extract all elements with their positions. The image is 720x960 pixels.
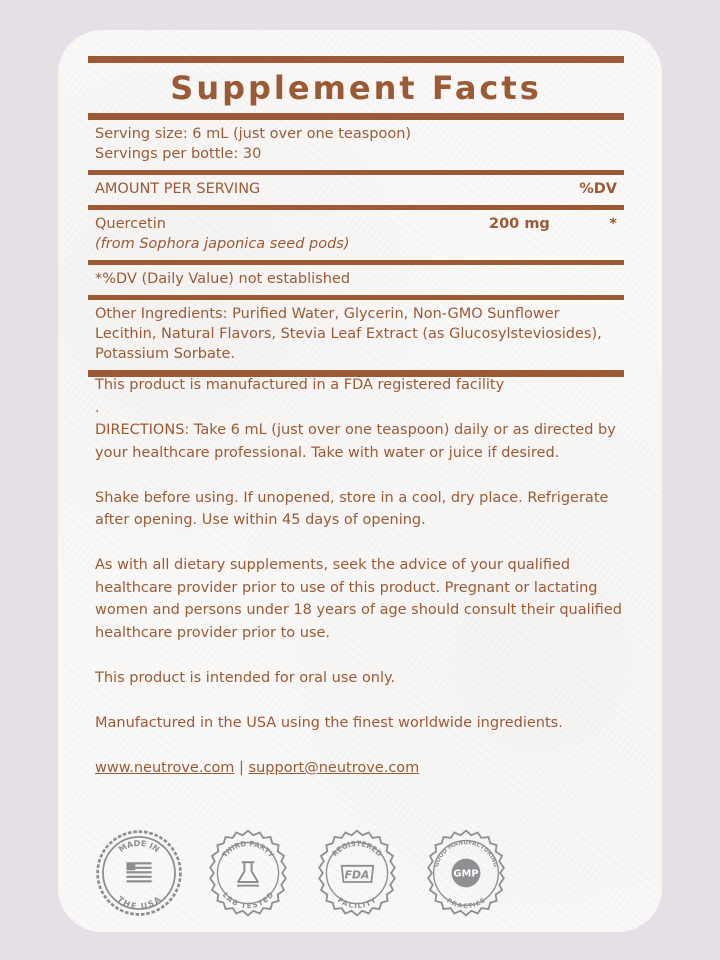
divider — [88, 113, 624, 120]
facts-title: Supplement Facts — [170, 69, 542, 107]
ingredient-name: Quercetin — [95, 216, 166, 232]
other-ingredients: Other Ingredients: Purified Water, Glycerin, Non-GMO Sunflower Lecithin, Natural Flavors, Stevia Leaf Extract (as Glucosylsteviosides), Potassium Sorbate. — [95, 306, 602, 362]
certification-badges — [94, 828, 511, 918]
servings-per-bottle: Servings per bottle: 30 — [95, 146, 262, 162]
svg-text:LAB TESTED — [221, 890, 276, 910]
badge-bottom-text: FACILITY — [336, 895, 378, 911]
fda-registered-facility-badge — [312, 828, 402, 918]
contact-links — [95, 757, 635, 780]
serving-size: Serving size: 6 mL (just over one teaspoon) — [95, 126, 412, 142]
label-body-text — [95, 374, 635, 779]
storage-instructions: Shake before using. If unopened, store in a cool, dry place. Refrigerate after opening. Use within 45 days of opening. — [95, 489, 609, 528]
dv-header: %DV — [579, 181, 617, 197]
dv-note: *%DV (Daily Value) not established — [95, 271, 351, 287]
link-separator: | — [239, 759, 244, 776]
email-link[interactable]: support@neutrove.com — [248, 759, 420, 776]
amount-header: AMOUNT PER SERVING — [95, 181, 261, 197]
label-card — [58, 30, 662, 932]
website-link[interactable]: www.neutrove.com — [95, 759, 235, 776]
divider — [88, 56, 624, 63]
gmp-text: GMP — [453, 868, 479, 880]
usa-flag-icon — [126, 862, 151, 882]
fda-text: FDA — [344, 868, 370, 882]
third-party-lab-tested-badge — [203, 828, 293, 918]
lab-flask-icon — [237, 862, 259, 885]
badge-top-text: GOOD MANUFACTURING — [433, 840, 499, 868]
badge-top-text: MADE IN — [116, 837, 162, 855]
manufactured-note: Manufactured in the USA using the finest worldwide ingredients. — [95, 714, 563, 731]
serving-info — [88, 120, 624, 170]
made-in-usa-badge — [94, 828, 184, 918]
svg-text:THIRD PARTY — [220, 839, 277, 860]
gmp-badge — [421, 828, 511, 918]
svg-text:REGISTERED — [330, 839, 384, 858]
badge-top-text: REGISTERED — [329, 838, 385, 859]
supplement-facts-panel — [88, 56, 624, 377]
badge-bottom-text: PRACTICE — [445, 897, 487, 911]
oral-use-note: This product is intended for oral use only. — [95, 669, 396, 686]
facility-statement: This product is manufactured in a FDA registered facility — [95, 377, 505, 393]
ingredient-amount: 200 mg — [489, 216, 550, 232]
ingredient-source: (from Sophora japonica seed pods) — [95, 236, 350, 252]
ingredient-row — [88, 210, 624, 260]
gmp-icon — [452, 859, 481, 888]
advice-warning: As with all dietary supplements, seek the advice of your qualified healthcare provider prior to use of this product. Pregnant or lactating women and persons under 18 years of age should consult their qualified healthcare provider prior to use. — [95, 557, 622, 641]
directions: DIRECTIONS: Take 6 mL (just over one teaspoon) daily or as directed by your healthcare professional. Take with water or juice if desired. — [95, 422, 616, 461]
badge-top-text: THIRD PARTY — [219, 838, 277, 860]
badge-bottom-text: LAB TESTED — [220, 890, 276, 911]
amount-header-row — [88, 175, 624, 205]
badge-bottom-text: THE USA — [115, 893, 163, 912]
ingredient-dv: * — [609, 216, 617, 232]
facility-dot: . — [95, 399, 100, 416]
svg-text:THE USA — [115, 894, 163, 911]
fda-icon — [342, 866, 374, 882]
